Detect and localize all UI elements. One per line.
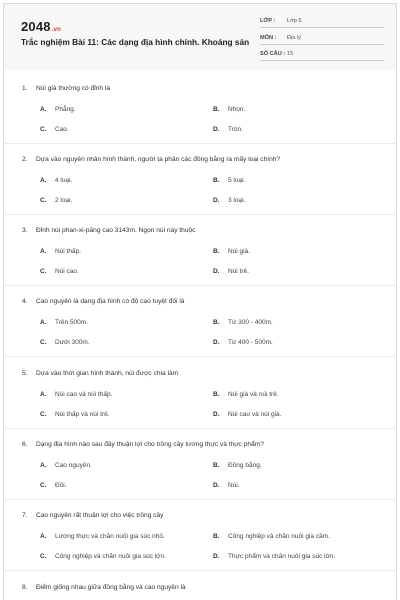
answer-option[interactable] [40,248,81,255]
answer-option[interactable] [213,177,245,184]
quiz-title: Trắc nghiệm Bài 11: Các dạng địa hình chính. Khoáng sản [21,37,250,47]
option-text: Núi. [228,482,240,489]
answer-option[interactable] [213,533,330,540]
meta-label: LỚP : [260,18,276,24]
answer-option[interactable] [40,319,88,326]
option-key: D. [213,339,220,346]
option-text: 2 loại. [55,197,73,204]
meta-label: MÔN : [260,35,277,41]
option-key: C. [40,197,47,204]
answer-option[interactable] [40,533,165,540]
option-text: Núi cao và núi già. [228,411,282,418]
option-key: B. [213,462,220,469]
option-key: B. [213,319,220,326]
answer-option[interactable] [213,411,281,418]
option-text: Núi già. [228,248,251,255]
option-key: A. [40,462,47,469]
question-text: Cao nguyên là dạng địa hình có độ cao tuyệt đối là [36,298,185,305]
option-key: C. [40,268,47,275]
option-key: D. [213,126,220,133]
quiz-header [4,4,396,70]
option-text: Công nghiệp và chăn nuôi gia cầm. [228,533,330,540]
option-key: D. [213,482,220,489]
option-text: Trên 500m. [55,319,88,326]
option-key: D. [213,197,220,204]
option-text: Từ 400 - 500m. [228,339,273,346]
option-text: Đồi. [55,482,67,489]
question-divider [4,143,396,144]
option-text: Công nghiệp và chăn nuôi gia súc lớn. [55,553,166,560]
meta-grade [260,17,384,28]
option-key: C. [40,339,47,346]
answer-option[interactable] [213,197,245,204]
question-divider [4,570,396,571]
option-text: Phẳng. [55,106,76,113]
quiz-page [3,3,397,600]
answer-option[interactable] [40,339,90,346]
logo-domain: .vn [51,27,62,33]
question-text: Cao nguyên rất thuận lợi cho việc trồng cây [36,512,164,519]
option-key: C. [40,411,47,418]
answer-option[interactable] [213,319,273,326]
question-divider [4,285,396,286]
question-number: 8. [22,584,28,591]
question-text: Dựa vào nguyên nhân hình thành, người ta phân các đồng bằng ra mấy loại chính? [36,156,281,163]
option-key: A. [40,248,47,255]
answer-option[interactable] [213,391,279,398]
answer-option[interactable] [213,126,243,133]
option-key: B. [213,106,220,113]
question-number: 3. [22,227,28,234]
answer-option[interactable] [213,248,250,255]
option-text: 5 loại. [228,177,246,184]
option-key: B. [213,248,220,255]
answer-option[interactable] [213,339,273,346]
question-number: 6. [22,441,28,448]
logo-text: 2048 [21,19,51,34]
answer-option[interactable] [40,177,72,184]
answer-option[interactable] [40,411,110,418]
option-key: B. [213,391,220,398]
question-number: 1. [22,85,28,92]
option-text: Lương thực và chăn nuôi gia súc nhỏ. [55,533,165,540]
option-text: 4 loại. [55,177,73,184]
question-text: Dựa vào thời gian hình thành, núi được chia làm [36,370,179,377]
question-text: Đỉnh núi phan-xi-păng cao 3143m. Ngọn núi này thuộc [36,227,196,234]
answer-option[interactable] [213,268,249,275]
question-text: Núi già thường có đỉnh là [36,85,110,92]
option-text: Cao nguyên. [55,462,92,469]
answer-option[interactable] [40,268,79,275]
answer-option[interactable] [40,482,67,489]
option-key: A. [40,106,47,113]
option-key: C. [40,482,47,489]
meta-subject [260,34,384,45]
option-text: Núi thấp. [55,248,82,255]
option-text: Tròn. [228,126,243,133]
option-text: Núi cao. [55,268,79,275]
question-number: 2. [22,156,28,163]
option-key: A. [40,319,47,326]
answer-option[interactable] [40,197,72,204]
option-key: B. [213,533,220,540]
question-number: 4. [22,298,28,305]
option-key: A. [40,391,47,398]
option-key: A. [40,533,47,540]
option-text: Núi trẻ. [228,268,249,275]
answer-option[interactable] [213,482,240,489]
option-key: D. [213,268,220,275]
option-text: Dưới 300m. [55,339,90,346]
site-logo[interactable] [21,19,61,34]
option-text: Cao. [55,126,69,133]
option-key: D. [213,411,220,418]
option-text: Núi cao và núi thấp. [55,391,113,398]
option-text: Nhọn. [228,106,246,113]
option-text: Đồng bằng. [228,462,262,469]
question-text: Dạng địa hình nào sau đây thuận lợi cho trồng cây lương thực và thực phẩm? [36,441,264,448]
option-text: Thực phẩm và chăn nuôi gia súc lớn. [228,553,336,560]
answer-option[interactable] [40,126,69,133]
option-key: A. [40,177,47,184]
option-key: B. [213,177,220,184]
option-text: 3 loại. [228,197,246,204]
question-divider [4,499,396,500]
meta-value: 15 [287,51,294,57]
answer-option[interactable] [213,106,245,113]
question-divider [4,428,396,429]
option-key: C. [40,126,47,133]
question-divider [4,356,396,357]
meta-label: SỐ CÂU : [260,51,286,57]
option-text: Từ 300 - 400m. [228,319,273,326]
option-text: Núi thấp và núi trẻ. [55,411,110,418]
meta-value: Lớp 6 [287,18,302,24]
option-text: Núi già và núi trẻ. [228,391,279,398]
question-text: Điểm giống nhau giữa đồng bằng và cao nguyên là [36,584,186,591]
answer-option[interactable] [40,106,76,113]
answer-option[interactable] [40,462,92,469]
answer-option[interactable] [40,553,166,560]
question-number: 5. [22,370,28,377]
meta-question-count [260,50,384,61]
option-key: C. [40,553,47,560]
meta-value: Địa lý [287,35,301,41]
option-key: D. [213,553,220,560]
answer-option[interactable] [213,462,262,469]
question-number: 7. [22,512,28,519]
answer-option[interactable] [213,553,335,560]
answer-option[interactable] [40,391,112,398]
question-divider [4,214,396,215]
